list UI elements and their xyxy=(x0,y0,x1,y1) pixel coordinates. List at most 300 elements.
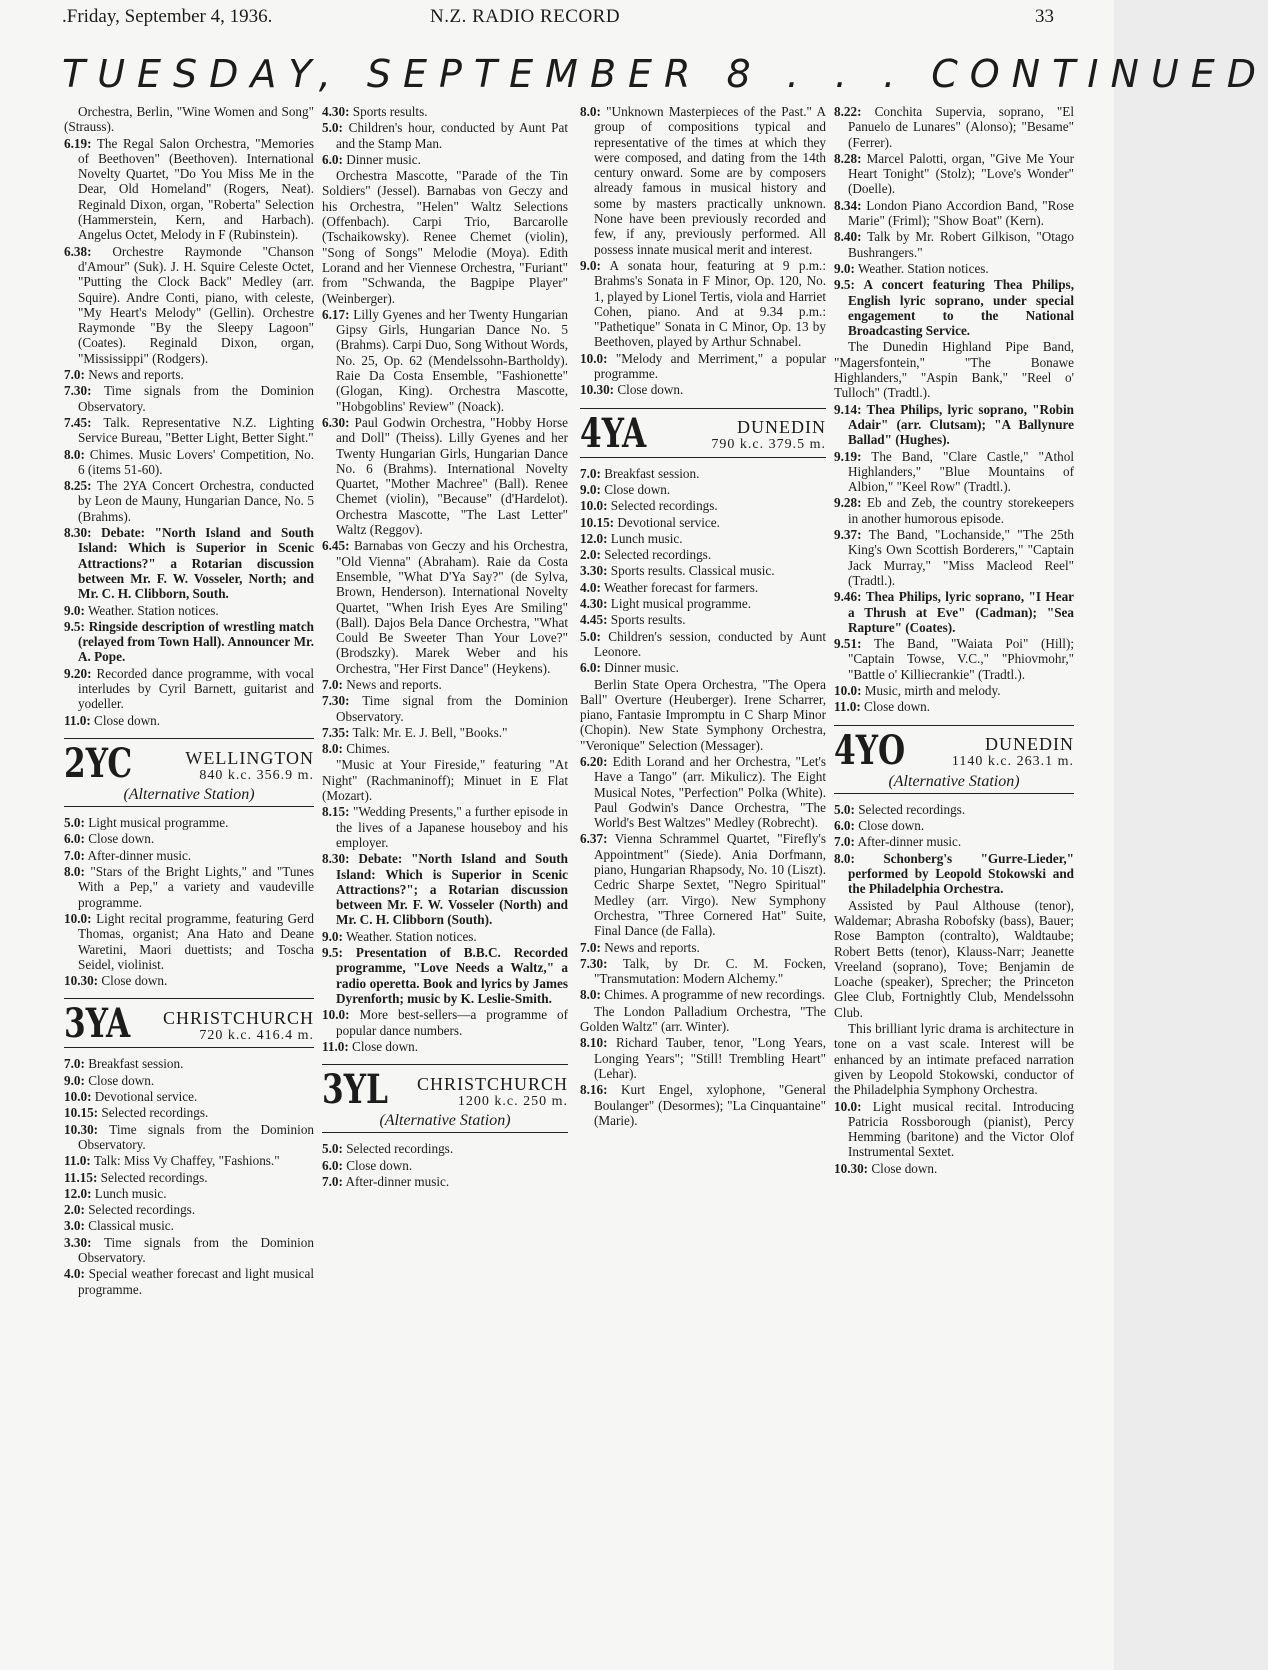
programme-item xyxy=(64,619,314,665)
programme-time: 9.46: xyxy=(834,589,862,605)
programme-time: 6.38: xyxy=(64,243,92,259)
programme-text: Light musical programme. xyxy=(610,596,752,612)
programme-item xyxy=(64,1186,314,1201)
programme-item xyxy=(64,1089,314,1104)
programme-time: 9.0: xyxy=(580,257,601,273)
programme-text: The London Palladium Orchestra, "The Golden Waltz" (arr. Winter). xyxy=(580,1003,826,1035)
programme-item xyxy=(580,351,826,382)
programme-text: Selected recordings. xyxy=(346,1141,454,1157)
programme-item xyxy=(580,1035,826,1081)
station-type: (Alternative Station) xyxy=(379,1112,511,1130)
programme-text: Schonberg's "Gurre-Lieder," performed by Leopold Stokowski and the Philadelphia Orchestra. xyxy=(848,850,1074,897)
programme-text: News and reports. xyxy=(88,367,184,383)
programme-time: 6.0: xyxy=(322,1157,343,1173)
programme-time: 9.28: xyxy=(834,495,862,511)
programme-text: Barnabas von Geczy and his Orchestra, "Old Vienna" (Abraham). Raie da Costa Ensemble, "What D'Ya Say?" (de Sylva, Brown, Henderson). International Novelty Quartet, "When Irish Eyes Are Smiling" (Ball). Dajos Bela Dance Orchestra, "What Could Be Sweeter Than Your Love?" (Brodszky). Marek Weber and his Orchestra, "Her First Dance" (Heykens). xyxy=(336,538,568,676)
programme-item xyxy=(64,1202,314,1217)
programme-text: Classical music. xyxy=(88,1218,174,1234)
programme-item xyxy=(64,1153,314,1168)
programme-item xyxy=(834,818,1074,833)
programme-time: 7.0: xyxy=(64,1056,85,1072)
programme-time: 6.30: xyxy=(322,414,350,430)
programme-text: Time signal from the Dominion Observatory. xyxy=(336,693,568,724)
programme-item xyxy=(64,1122,314,1153)
programme-item xyxy=(580,104,826,257)
programme-time: 6.17: xyxy=(322,306,350,322)
programme-text: Sports results. Classical music. xyxy=(610,563,775,579)
station-frequency: 790 k.c. 379.5 m. xyxy=(711,437,826,453)
programme-text: Devotional service. xyxy=(617,514,720,530)
programme-item xyxy=(580,531,826,546)
station-header-2yc xyxy=(64,738,314,807)
programme-item xyxy=(580,258,826,350)
programme-item xyxy=(834,229,1074,260)
programme-time: 4.0: xyxy=(64,1266,85,1282)
programme-time: 10.15: xyxy=(580,514,615,530)
programme-time: 9.20: xyxy=(64,665,92,681)
programme-time: 11.15: xyxy=(64,1169,98,1185)
programme-item xyxy=(64,136,314,243)
station-city: WELLINGTON xyxy=(185,747,314,768)
programme-item xyxy=(322,851,568,927)
programme-time: 7.30: xyxy=(580,955,608,971)
programme-item xyxy=(834,151,1074,197)
programme-item xyxy=(322,741,568,756)
programme-text: The Band, "Clare Castle," "Athol Highlanders," "Blue Mountains of Albion," "Keel Row" (Tradtl.). xyxy=(848,448,1074,495)
programme-item xyxy=(834,527,1074,588)
programme-text: Lunch music. xyxy=(94,1185,167,1201)
programme-text: Sports results. xyxy=(352,104,428,119)
programme-item xyxy=(322,415,568,537)
programme-time: 9.0: xyxy=(322,928,343,944)
programme-time: 7.0: xyxy=(322,1174,343,1189)
day-banner: TUESDAY, SEPTEMBER 8 . . . CONTINUED xyxy=(62,52,1268,96)
programme-item xyxy=(834,1099,1074,1160)
programme-text: Selected recordings. xyxy=(88,1202,196,1218)
station-type: (Alternative Station) xyxy=(123,785,255,803)
issue-date: .Friday, September 4, 1936. xyxy=(62,6,273,27)
programme-time: 3.0: xyxy=(64,1218,85,1234)
programme-item xyxy=(322,168,568,306)
station-code: 3YL xyxy=(322,1066,388,1114)
programme-item xyxy=(64,666,314,712)
programme-item xyxy=(322,1141,568,1156)
programme-text: Recorded dance programme, with vocal interludes by Cyril Barnett, guitarist and yodeller. xyxy=(78,665,314,712)
station-header-4ya xyxy=(580,408,826,458)
programme-time: 8.30: xyxy=(64,525,92,541)
programme-item xyxy=(64,1218,314,1233)
programme-text: Close down. xyxy=(346,1157,413,1173)
station-frequency: 1140 k.c. 263.1 m. xyxy=(951,754,1074,770)
programme-time: 10.0: xyxy=(64,1089,92,1105)
programme-item xyxy=(834,449,1074,495)
programme-time: 9.5: xyxy=(834,277,855,293)
programme-text: "Music at Your Fireside," featuring "At Night" (Rachmaninoff); Minuet in E Flat (Mozart). xyxy=(322,757,568,804)
programme-time: 4.30: xyxy=(580,596,608,612)
programme-text: Ringside description of wrestling match (relayed from Town Hall). Announcer Mr. A. Pope. xyxy=(78,618,315,665)
programme-text: Weather. Station notices. xyxy=(345,928,477,944)
station-header-3ya xyxy=(64,998,314,1048)
programme-item xyxy=(64,864,314,910)
programme-time: 5.0: xyxy=(322,120,343,136)
programme-item xyxy=(580,482,826,497)
programme-item xyxy=(580,596,826,611)
programme-text: Devotional service. xyxy=(94,1089,198,1105)
programme-time: 4.30: xyxy=(322,104,350,119)
programme-item xyxy=(834,104,1074,150)
programme-time: 6.0: xyxy=(834,818,855,834)
programme-text: A sonata hour, featuring at 9 p.m.: Brahms's Sonata in F Minor, Op. 120, No. 1, played by Lionel Tertis, viola and Harriet Cohen, piano. And at 9.34 p.m.: "Pathetique" Sonata in C Minor, Op. 13 by Beethoven, played by Arthur Schnabel. xyxy=(594,257,826,350)
programme-text: Debate: "North Island and South Island: Which is Superior in Scenic Attractions?" a Rotarian discussion between Mr. F. W. Vosseler, North; and Mr. C. H. Clibborn, South. xyxy=(78,525,314,602)
programme-time: 8.34: xyxy=(834,197,862,213)
station-header-4yo xyxy=(834,725,1074,794)
station-city: CHRISTCHURCH xyxy=(416,1073,568,1094)
programme-text: After-dinner music. xyxy=(857,834,962,850)
programme-item xyxy=(580,660,826,675)
programme-time: 7.45: xyxy=(64,414,92,430)
programme-text: Close down. xyxy=(617,382,684,398)
programme-item xyxy=(834,589,1074,635)
programme-text: After-dinner music. xyxy=(87,847,192,863)
programme-text: Chimes. Music Lovers' Competition, No. 6 (items 51-60). xyxy=(78,446,314,477)
programme-text: "Unknown Masterpieces of the Past." A group of compositions typical and representative of the times at which they were composed, and dating from the 14th century onward. Some are by composers already famous in musical history and some by masters practically unknown. None have been previously recorded and few, if any, previously performed. All possess innate musical merit and interest. xyxy=(594,104,826,257)
programme-item xyxy=(64,447,314,478)
programme-text: Children's hour, conducted by Aunt Pat and the Stamp Man. xyxy=(336,120,569,151)
programme-time: 10.30: xyxy=(64,1121,99,1137)
station-header-3yl xyxy=(322,1064,568,1133)
programme-time: 8.0: xyxy=(834,850,855,866)
programme-text: Weather forecast for farmers. xyxy=(603,579,759,595)
station-frequency: 840 k.c. 356.9 m. xyxy=(199,767,314,783)
programme-time: 11.0: xyxy=(64,1153,91,1169)
programme-time: 12.0: xyxy=(64,1185,92,1201)
programme-text: Berlin State Opera Orchestra, "The Opera Ball" Overture (Heuberger). Irene Scharrer, piano, Fantasie Impromptu in C Sharp Minor (Chopin). New State Symphony Orchestra, "Veronique" Selection (Messager). xyxy=(580,676,826,753)
programme-item xyxy=(834,198,1074,229)
programme-item xyxy=(322,1158,568,1173)
programme-time: 4.0: xyxy=(580,579,601,595)
programme-text: Close down. xyxy=(101,973,168,989)
programme-item xyxy=(834,851,1074,897)
programme-time: 12.0: xyxy=(580,530,608,546)
programme-time: 8.25: xyxy=(64,478,92,494)
programme-text: Talk, by Dr. C. M. Focken, "Transmutation: Modern Alchemy." xyxy=(594,955,826,987)
programme-text: Sports results. xyxy=(610,612,686,628)
programme-item xyxy=(64,104,314,135)
programme-text: Weather. Station notices. xyxy=(87,602,219,618)
programme-text: The Band, "Waiata Poi" (Hill); "Captain Towse, V.C.," "Phiovmohr," "Battle o' Killiecrankie" (Tradtl.). xyxy=(848,636,1074,682)
programme-time: 7.0: xyxy=(322,676,343,692)
programme-text: Richard Tauber, tenor, "Long Years, Longing Years"; "Still! Trembling Heart" (Lehar). xyxy=(594,1035,826,1081)
programme-time: 8.40: xyxy=(834,229,862,245)
programme-text: Time signals from the Dominion Observatory. xyxy=(78,383,314,414)
programme-text: This brilliant lyric drama is architecture in tone on a vast scale. Interest will be enhanced by an intimate prefaced narration given by Leopold Stokowski, conductor of the Philadelphia Symphony Orchestra. xyxy=(834,1021,1074,1098)
programme-item xyxy=(834,699,1074,714)
programme-text: Light musical programme. xyxy=(88,815,229,831)
programme-text: Talk: Miss Vy Chaffey, "Fashions." xyxy=(93,1153,280,1169)
programme-item xyxy=(834,898,1074,1020)
programme-item xyxy=(580,956,826,987)
programme-text: Close down. xyxy=(88,1072,155,1088)
programme-item xyxy=(322,693,568,724)
station-city: CHRISTCHURCH xyxy=(162,1008,314,1029)
programme-time: 4.45: xyxy=(580,612,608,628)
programme-time: 9.0: xyxy=(64,602,85,618)
programme-text: Close down. xyxy=(352,1038,418,1054)
programme-item xyxy=(580,382,826,397)
programme-text: Close down. xyxy=(94,712,160,728)
programme-text: The Dunedin Highland Pipe Band, "Magersfontein," "The Bonawe Highlanders," "Aspin Bank," "Reel o' Tulloch" (Tradtl.). xyxy=(834,339,1074,401)
programme-time: 10.0: xyxy=(64,910,92,926)
station-frequency: 720 k.c. 416.4 m. xyxy=(199,1028,314,1044)
programme-text: Chimes. xyxy=(346,741,390,757)
programme-time: 11.0: xyxy=(64,712,91,728)
programme-item xyxy=(322,120,568,151)
programme-text: After-dinner music. xyxy=(345,1174,450,1189)
programme-item xyxy=(64,1170,314,1185)
programme-time: 7.0: xyxy=(580,939,601,955)
programme-text: Selected recordings. xyxy=(610,498,718,514)
programme-item xyxy=(64,1266,314,1297)
programme-item xyxy=(322,945,568,1006)
programme-text: "Melody and Merriment," a popular programme. xyxy=(594,350,826,382)
programme-text: Time signals from the Dominion Observatory. xyxy=(78,1234,314,1265)
column-2 xyxy=(322,104,568,1190)
programme-text: Orchestra Mascotte, "Parade of the Tin Soldiers" (Jessel). Barnabas von Geczy and his Orchestra, "Helen" Waltz Selections (Offenbach). Carpi Trio, Barcarolle (Tschaikowsky). Renee Chemet (violin), "Song of Songs" Melodie (Moya). Edith Lorand and her Viennese Orchestra, "Furiant" from "Schwanda, the Bagpipe Player" (Weinberger). xyxy=(322,168,568,306)
station-code: 4YO xyxy=(834,726,906,774)
programme-item xyxy=(580,580,826,595)
page-number: 33 xyxy=(1035,6,1054,27)
programme-time: 10.30: xyxy=(64,973,99,989)
programme-text: Music, mirth and melody. xyxy=(864,682,1001,698)
programme-item xyxy=(580,831,826,938)
programme-time: 8.15: xyxy=(322,804,350,820)
programme-time: 6.37: xyxy=(580,831,608,847)
programme-item xyxy=(64,415,314,446)
publication-title: N.Z. RADIO RECORD xyxy=(430,6,621,27)
programme-item xyxy=(580,940,826,955)
programme-item xyxy=(64,1105,314,1120)
programme-time: 10.0: xyxy=(580,350,608,366)
column-3 xyxy=(580,104,826,1129)
programme-time: 7.0: xyxy=(834,834,855,850)
programme-time: 7.30: xyxy=(64,383,92,399)
programme-text: Lunch music. xyxy=(610,530,683,546)
programme-text: Thea Philips, lyric soprano, "Robin Adair" (arr. Clutsam); "A Ballynure Ballad" (Hughes). xyxy=(848,401,1075,448)
programme-item xyxy=(64,848,314,863)
programme-item xyxy=(64,1056,314,1071)
programme-text: Assisted by Paul Althouse (tenor), Waldemar; Abrasha Robofsky (bass), Bauer; Rose Bampton (contralto), Waldtaube; Robert Betts (tenor), Klauss-Narr; Jeanette Vreeland (soprano), Tove; Benjamin de Loache (speaker), Sprecher; the Princeton Glee Club, Fortnightly Club, Mendelssohn Club. xyxy=(834,897,1074,1020)
programme-item xyxy=(322,104,568,119)
programme-item xyxy=(580,677,826,753)
programme-time: 5.0: xyxy=(834,801,855,817)
programme-item xyxy=(580,1004,826,1035)
programme-time: 10.0: xyxy=(322,1007,350,1023)
programme-item xyxy=(64,713,314,728)
programme-text: Close down. xyxy=(864,699,930,715)
station-code: 3YA xyxy=(64,1000,131,1048)
station-code: 2YC xyxy=(64,739,133,787)
station-city: DUNEDIN xyxy=(985,734,1074,755)
programme-time: 7.35: xyxy=(322,724,350,740)
programme-text: Special weather forecast and light musical programme. xyxy=(78,1266,314,1297)
programme-time: 10.0: xyxy=(834,1098,862,1114)
programme-time: 8.28: xyxy=(834,150,862,166)
programme-item xyxy=(64,603,314,618)
programme-time: 5.0: xyxy=(322,1141,343,1157)
programme-time: 9.37: xyxy=(834,527,862,543)
station-city: DUNEDIN xyxy=(737,417,826,438)
programme-text: Talk: Mr. E. J. Bell, "Books." xyxy=(352,724,508,740)
programme-time: 6.0: xyxy=(64,831,85,847)
programme-text: News and reports. xyxy=(604,939,700,955)
programme-time: 10.30: xyxy=(834,1160,869,1176)
programme-time: 9.14: xyxy=(834,401,862,417)
programme-text: Marcel Palotti, organ, "Give Me Your Heart Tonight" (Stolz); "Love's Wonder" (Doelle). xyxy=(848,150,1074,197)
programme-item xyxy=(834,277,1074,338)
programme-item xyxy=(64,831,314,846)
programme-time: 8.0: xyxy=(64,446,85,462)
programme-item xyxy=(64,383,314,414)
programme-text: Breakfast session. xyxy=(604,465,700,481)
programme-text: Debate: "North Island and South Island: Which is Superior in Scenic Attractions?"; a Rotarian discussion between Mr. F. W. Vosseler (North) and Mr. C. H. Clibborn (South). xyxy=(336,851,568,928)
programme-time: 7.30: xyxy=(322,693,350,709)
programme-item xyxy=(580,466,826,481)
programme-text: Close down. xyxy=(604,481,671,497)
programme-text: News and reports. xyxy=(346,676,442,692)
programme-time: 8.0: xyxy=(322,741,343,757)
programme-item xyxy=(322,1007,568,1038)
programme-time: 2.0: xyxy=(64,1202,85,1218)
programme-item xyxy=(64,1235,314,1266)
programme-time: 3.30: xyxy=(64,1234,92,1250)
programme-time: 8.16: xyxy=(580,1082,608,1098)
programme-text: Thea Philips, lyric soprano, "I Hear a Thrush at Eve" (Cadman); "Sea Rapture" (Coates). xyxy=(848,589,1075,635)
programme-item xyxy=(322,804,568,850)
programme-time: 10.30: xyxy=(580,382,615,398)
programme-item xyxy=(322,307,568,414)
programme-time: 10.0: xyxy=(834,682,862,698)
programme-text: The 2YA Concert Orchestra, conducted by Leon de Mauny, Hungarian Dance, No. 5 (Brahms). xyxy=(78,478,314,524)
programme-item xyxy=(64,815,314,830)
programme-item xyxy=(834,802,1074,817)
programme-time: 8.10: xyxy=(580,1035,608,1051)
programme-item xyxy=(834,402,1074,448)
programme-text: Selected recordings. xyxy=(604,547,712,563)
programme-text: Vienna Schrammel Quartet, "Firefly's Appointment" (Siede). Ania Dorfmann, piano, Hungarian Rhapsody, No. 10 (Liszt). Cedric Sharpe Sextet, "Negro Spiritual" Medley (arr. Virgo). New Symphony Orchestra, "Three Cornered Hat" Suite, Final Dance (de Falla). xyxy=(594,831,826,939)
column-1 xyxy=(64,104,314,1298)
programme-time: 3.30: xyxy=(580,563,608,579)
programme-item xyxy=(64,244,314,366)
programme-item xyxy=(834,261,1074,276)
programme-time: 5.0: xyxy=(580,628,601,644)
programme-text: Presentation of B.B.C. Recorded programme, "Love Needs a Waltz," a radio operetta. Book and lyrics by James Dyrenforth; music by K. Leslie-Smith. xyxy=(336,945,568,1006)
programme-time: 8.0: xyxy=(580,104,601,119)
programme-text: A concert featuring Thea Philips, English lyric soprano, under special engagement to the National Broadcasting Service. xyxy=(848,277,1074,339)
programme-text: Talk by Mr. Robert Gilkison, "Otago Bushrangers." xyxy=(848,229,1074,260)
programme-time: 11.0: xyxy=(834,699,861,715)
programme-item xyxy=(322,538,568,676)
programme-item xyxy=(64,478,314,524)
column-4 xyxy=(834,104,1074,1177)
programme-text: Close down. xyxy=(871,1160,938,1176)
programme-item xyxy=(64,973,314,988)
programme-item xyxy=(322,1039,568,1054)
programme-time: 9.5: xyxy=(322,945,343,961)
programme-text: Edith Lorand and her Orchestra, "Let's Have a Tango" (arr. Mikulicz). The Eight Musical Notes, "Perfection" Polka (White). Paul Godwin's Dance Orchestra, "The World's Best Waltzes" Medley (Robrecht). xyxy=(594,753,826,831)
programme-text: Dinner music. xyxy=(604,660,679,676)
programme-text: "Wedding Presents," a further episode in the lives of a Japanese houseboy and his employer. xyxy=(336,804,569,850)
programme-time: 10.15: xyxy=(64,1105,99,1121)
masthead xyxy=(62,6,1054,30)
programme-time: 8.0: xyxy=(64,864,85,880)
programme-time: 7.0: xyxy=(64,367,85,383)
programme-text: Eb and Zeb, the country storekeepers in another humorous episode. xyxy=(848,495,1074,526)
programme-time: 9.19: xyxy=(834,448,862,464)
programme-item xyxy=(580,563,826,578)
programme-item xyxy=(64,911,314,972)
programme-time: 7.0: xyxy=(64,847,85,863)
programme-item xyxy=(834,495,1074,526)
programme-item xyxy=(580,515,826,530)
programme-item xyxy=(580,547,826,562)
programme-text: "Stars of the Bright Lights," and "Tunes With a Pep," a variety and vaudeville programme. xyxy=(78,864,315,910)
programme-item xyxy=(64,525,314,601)
programme-item xyxy=(580,987,826,1002)
programme-item xyxy=(322,152,568,167)
programme-text: Kurt Engel, xylophone, "General Boulanger" (Desormes); "La Cinquantaine" (Marie). xyxy=(594,1082,826,1128)
programme-item xyxy=(322,1174,568,1189)
programme-item xyxy=(580,754,826,830)
programme-time: 10.0: xyxy=(580,498,608,514)
programme-text: Light musical recital. Introducing Patricia Rossborough (pianist), Percy Hemming (baritone) and the Victor Olof Instrumental Sextet. xyxy=(848,1098,1075,1160)
programme-time: 9.51: xyxy=(834,636,862,652)
programme-time: 2.0: xyxy=(580,547,601,563)
programme-item xyxy=(834,339,1074,400)
programme-text: The Band, "Lochanside," "The 25th King's Own Scottish Borderers," "Captain Jack Murray," "Miss Macleod Reel" (Tradtl.). xyxy=(848,527,1074,588)
programme-text: Lilly Gyenes and her Twenty Hungarian Gipsy Girls, Hungarian Dance No. 5 (Brahms). Carpi Duo, Song Without Words, No. 25, Op. 62 (Mendelssohn-Bartholdy). Raie Da Costa Ensemble, "Fashionette" (Glogan, King). Orchestra Mascotte, "Hobgoblins' Review" (Noack). xyxy=(336,306,568,414)
programme-time: 8.30: xyxy=(322,851,350,867)
programme-text: Orchestra, Berlin, "Wine Women and Song" (Strauss). xyxy=(64,104,314,135)
programme-text: More best-sellers—a programme of popular dance numbers. xyxy=(336,1007,568,1038)
programme-text: Light recital programme, featuring Gerd Thomas, organist; Ana Hato and Deane Waretini, Maori duettists; and Toscha Seidel, violinist. xyxy=(78,910,314,972)
programme-item xyxy=(580,629,826,660)
station-code: 4YA xyxy=(580,409,647,457)
programme-time: 9.0: xyxy=(834,260,855,276)
programme-text: Close down. xyxy=(88,831,155,847)
programme-text: Talk. Representative N.Z. Lighting Service Bureau, "Better Light, Better Sight." xyxy=(78,414,314,446)
programme-item xyxy=(322,725,568,740)
programme-item xyxy=(580,612,826,627)
programme-text: Selected recordings. xyxy=(100,1169,208,1185)
programme-text: London Piano Accordion Band, "Rose Marie" (Friml); "Show Boat" (Kern). xyxy=(848,197,1075,229)
programme-text: Children's session, conducted by Aunt Leonore. xyxy=(594,628,826,659)
programme-time: 7.0: xyxy=(580,465,601,481)
programme-time: 6.0: xyxy=(580,660,601,676)
programme-time: 8.22: xyxy=(834,104,862,119)
programme-item xyxy=(580,498,826,513)
programme-text: Orchestre Raymonde "Chanson d'Amour" (Suk). J. H. Squire Celeste Octet, "Putting the Clock Back" Medley (arr. Squire). Andre Conti, piano, with celeste, "My Heart's Melody" (Gellin). Orchestre Raymonde "By the Sleepy Lagoon" (Coates). Reginald Dixon, organ, "Mississippi" (Rodgers). xyxy=(78,243,314,366)
station-frequency: 1200 k.c. 250 m. xyxy=(457,1093,568,1109)
programme-time: 11.0: xyxy=(322,1038,349,1054)
programme-time: 6.0: xyxy=(322,151,343,167)
programme-item xyxy=(834,1021,1074,1097)
programme-text: Breakfast session. xyxy=(88,1056,184,1072)
programme-text: Time signals from the Dominion Observatory. xyxy=(78,1121,315,1152)
programme-time: 9.0: xyxy=(64,1072,85,1088)
programme-time: 6.20: xyxy=(580,753,608,769)
programme-time: 6.19: xyxy=(64,135,92,151)
programme-text: Chimes. A programme of new recordings. xyxy=(604,987,826,1003)
